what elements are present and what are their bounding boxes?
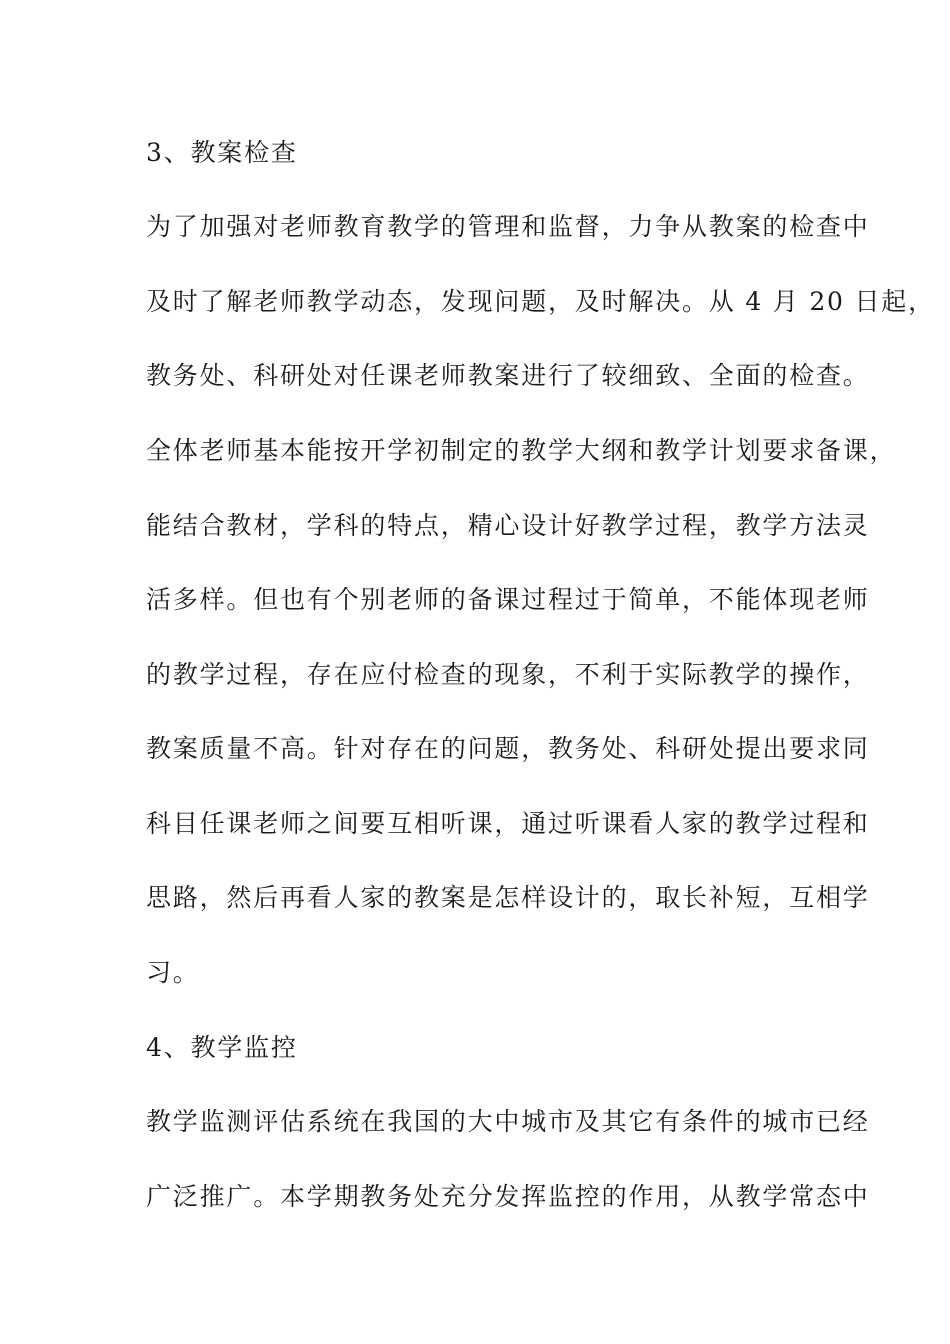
paragraph-line: 活多样。但也有个别老师的备课过程过于简单，不能体现老师: [146, 585, 870, 614]
paragraph-line: 习。: [146, 958, 200, 987]
paragraph-line: 广泛推广。本学期教务处充分发挥监控的作用，从教学常态中: [146, 1182, 870, 1211]
section-heading-lesson-plan-check: 3、教案检查: [146, 138, 298, 167]
paragraph-line: 及时了解老师教学动态，发现问题，及时解决。从 4 月 20 日起，: [146, 287, 935, 316]
paragraph-line: 教案质量不高。针对存在的问题，教务处、科研处提出要求同: [146, 734, 870, 763]
paragraph-line: 为了加强对老师教育教学的管理和监督，力争从教案的检查中: [146, 212, 870, 241]
paragraph-line: 的教学过程，存在应付检查的现象，不利于实际教学的操作，: [146, 660, 870, 689]
paragraph-line: 教学监测评估系统在我国的大中城市及其它有条件的城市已经: [146, 1107, 870, 1136]
paragraph-line: 能结合教材，学科的特点，精心设计好教学过程，教学方法灵: [146, 511, 870, 540]
paragraph-line: 思路，然后再看人家的教案是怎样设计的，取长补短，互相学: [146, 883, 870, 912]
paragraph-line: 教务处、科研处对任课老师教案进行了较细致、全面的检查。: [146, 361, 870, 390]
paragraph-line: 全体老师基本能按开学初制定的教学大纲和教学计划要求备课，: [146, 436, 897, 465]
paragraph-line: 科目任课老师之间要互相听课，通过听课看人家的教学过程和: [146, 809, 870, 838]
section-heading-teaching-monitoring: 4、教学监控: [146, 1033, 298, 1062]
